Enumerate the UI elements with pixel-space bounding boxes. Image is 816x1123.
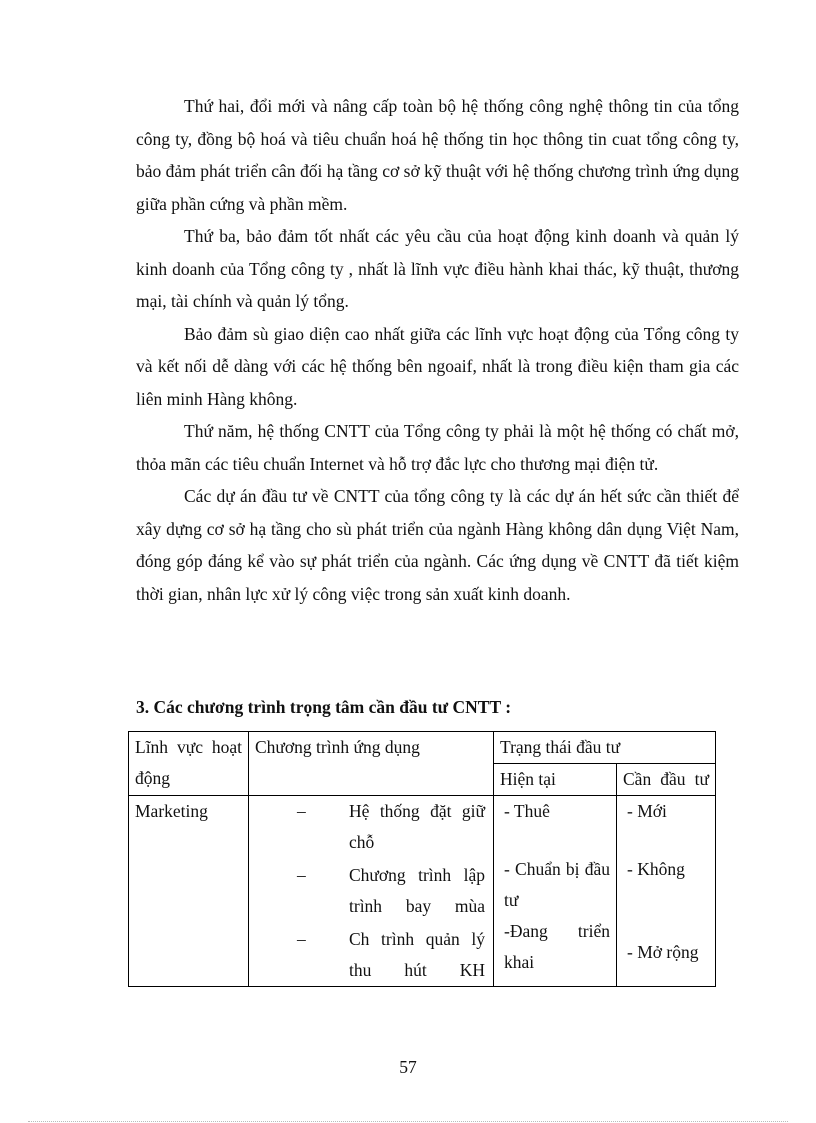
current-status: - Thuê [504,801,550,821]
header-program: Chương trình ứng dụng [249,732,494,796]
program-line: Hệ thống đặt giữ chỗ [349,801,485,852]
table-header-row [129,732,716,764]
dash-bullet: – [297,865,306,885]
program-line: Chương trình lập trình bay mùa [349,865,485,916]
current-status: -Đang triển khai [504,921,610,972]
paragraph: Thứ ba, bảo đảm tốt nhất các yêu cầu của hoạt động kinh doanh và quản lý kinh doanh của Tổng công ty , nhất là lĩnh vực điều hành khai thác, kỹ thuật, thương mại, tài chính và quản lý tổng. [136,226,739,311]
header-field: Lĩnh vực hoạt động [129,732,249,796]
header-status: Trạng thái đầu tư [494,732,716,764]
program-line: Ch trình quản lý thu hút KH [349,929,485,980]
paragraph: Thứ năm, hệ thống CNTT của Tổng công ty phải là một hệ thống có chất mở, thỏa mãn các tiêu chuẩn Internet và hỗ trợ đắc lực cho thương mại điện tử. [136,421,739,474]
investment-table [128,731,716,987]
paragraph: Bảo đảm sù giao diện cao nhất giữa các lĩnh vực hoạt động của Tổng công ty và kết nối dễ dàng với các hệ thống bên ngoaif, nhất là trong điều kiện tham gia các liên minh Hàng không. [136,323,739,409]
page-number: 57 [399,1057,417,1077]
dash-bullet: – [297,929,306,949]
needed-status: - Mở rộng [627,942,699,962]
program-item [297,924,485,986]
header-needed: Cần đầu tư [617,764,716,796]
current-status-list [494,796,617,987]
section-heading: 3. Các chương trình trọng tâm cần đầu tư CNTT : [136,697,512,717]
body-text [136,90,739,610]
needed-status: - Mới [627,801,667,821]
page-footer-rule [28,1121,788,1122]
program-item [297,860,485,922]
dash-bullet: – [297,801,306,821]
paragraph: Các dự án đầu tư về CNTT của tổng công ty là các dự án hết sức cần thiết để xây dựng cơ sở hạ tầng cho sù phát triển của ngành Hàng không dân dụng Việt Nam, đóng góp đáng kể vào sự phát triển của ngành. Các ứng dụng về CNTT đã tiết kiệm thời gian, nhân lực xử lý công việc trong sản xuất kinh doanh. [136,486,739,604]
header-current: Hiện tại [494,764,617,796]
program-item [297,796,485,858]
needed-status-list [617,796,716,987]
table-row [129,796,716,987]
paragraph: Thứ hai, đổi mới và nâng cấp toàn bộ hệ thống công nghệ thông tin của tổng công ty, đồng bộ hoá và tiêu chuẩn hoá hệ thống tin học thông tin cuat tổng công ty, bảo đảm phát triển cân đối hạ tầng cơ sở kỹ thuật với hệ thống chương trình ứng dụng giữa phần cứng và phần mềm. [136,96,739,214]
row-field: Marketing [129,796,249,987]
program-list [249,796,494,987]
current-status: - Chuẩn bị đầu tư [504,859,610,910]
needed-status: - Không [627,859,685,879]
